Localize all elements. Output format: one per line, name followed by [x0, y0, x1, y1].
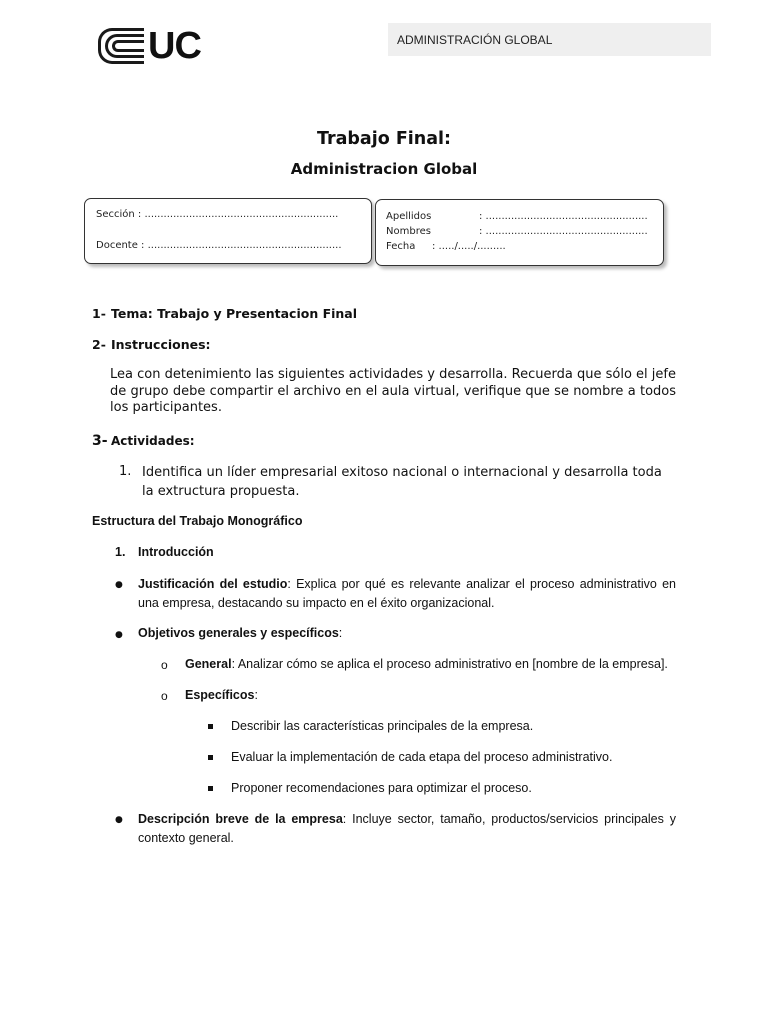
fecha-field[interactable]: : ...../...../.........	[432, 241, 506, 252]
instrucciones-text: Lea con detenimiento las siguientes actividades y desarrolla. Recuerda que sólo el jefe de grupo debe compartir el archivo en el aula virtual, verifique que se nombre a todos los participantes.	[110, 367, 676, 415]
objetivos-colon: :	[338, 626, 343, 640]
justificacion-label: Justificación del estudio	[138, 577, 288, 591]
uc-logo	[98, 26, 201, 66]
justificacion-item	[138, 575, 676, 613]
justificacion-text: : Explica por qué es relevante analizar el proceso administrativo en una empresa, destacando su impacto en el éxito organizacional.	[138, 577, 676, 610]
seccion-field[interactable]: Sección : .............................................................	[96, 209, 339, 220]
logo-text: UC	[148, 24, 201, 67]
actividades-number: 3-	[92, 433, 108, 449]
general-item	[185, 657, 668, 671]
tema-heading: Tema: Trabajo y Presentacion Final	[111, 306, 358, 321]
course-header-label	[388, 23, 711, 56]
introduccion-number: 1.	[115, 545, 126, 559]
especificos-label: Específicos	[185, 688, 255, 702]
docente-field[interactable]: Docente : .............................................................	[96, 240, 342, 251]
uc-logo-mark-icon	[98, 28, 144, 64]
document-subtitle: Administracion Global	[290, 160, 478, 178]
objetivos-item	[138, 626, 342, 640]
especifico-item: Evaluar la implementación de cada etapa del proceso administrativo.	[231, 750, 613, 764]
actividad-item-text: Identifica un líder empresarial exitoso nacional o internacional y desarrolla toda la extructura propuesta.	[142, 465, 662, 499]
objetivos-label: Objetivos generales y específicos	[138, 626, 339, 640]
especificos-colon: :	[254, 688, 258, 702]
actividad-item-number: 1.	[119, 464, 132, 479]
general-label: General	[185, 657, 232, 671]
apellidos-label: Apellidos	[386, 211, 432, 222]
fecha-label: Fecha	[386, 241, 416, 252]
square-bullet-icon	[208, 786, 213, 791]
bullet-icon: ●	[115, 815, 123, 825]
nombres-label: Nombres	[386, 226, 431, 237]
apellidos-field[interactable]: : ...................................................	[479, 211, 648, 222]
especifico-item: Describir las características principales de la empresa.	[231, 719, 534, 733]
course-label: ADMINISTRACIÓN GLOBAL	[397, 32, 553, 47]
document-title: Trabajo Final:	[316, 129, 452, 149]
nombres-field[interactable]: : ...................................................	[479, 226, 648, 237]
bullet-icon: ●	[115, 580, 123, 590]
bullet-icon: ●	[115, 630, 123, 640]
descripcion-text: : Incluye sector, tamaño, productos/servicios principales y contexto general.	[138, 812, 676, 845]
circle-bullet-icon: o	[161, 658, 168, 672]
especificos-item	[185, 688, 258, 702]
descripcion-label: Descripción breve de la empresa	[138, 812, 343, 826]
actividades-heading: Actividades:	[111, 434, 195, 448]
instrucciones-heading: Instrucciones:	[111, 337, 211, 352]
introduccion-heading: Introducción	[138, 545, 214, 559]
student-info-box-left	[84, 198, 372, 264]
descripcion-item	[138, 810, 676, 848]
square-bullet-icon	[208, 724, 213, 729]
tema-number: 1-	[92, 306, 106, 321]
especifico-item: Proponer recomendaciones para optimizar el proceso.	[231, 781, 532, 795]
estructura-title: Estructura del Trabajo Monográfico	[92, 514, 303, 528]
instrucciones-number: 2-	[92, 337, 106, 352]
student-info-box-right	[375, 199, 664, 266]
circle-bullet-icon: o	[161, 689, 168, 703]
general-text: : Analizar cómo se aplica el proceso administrativo en [nombre de la empresa].	[231, 657, 668, 671]
square-bullet-icon	[208, 755, 213, 760]
